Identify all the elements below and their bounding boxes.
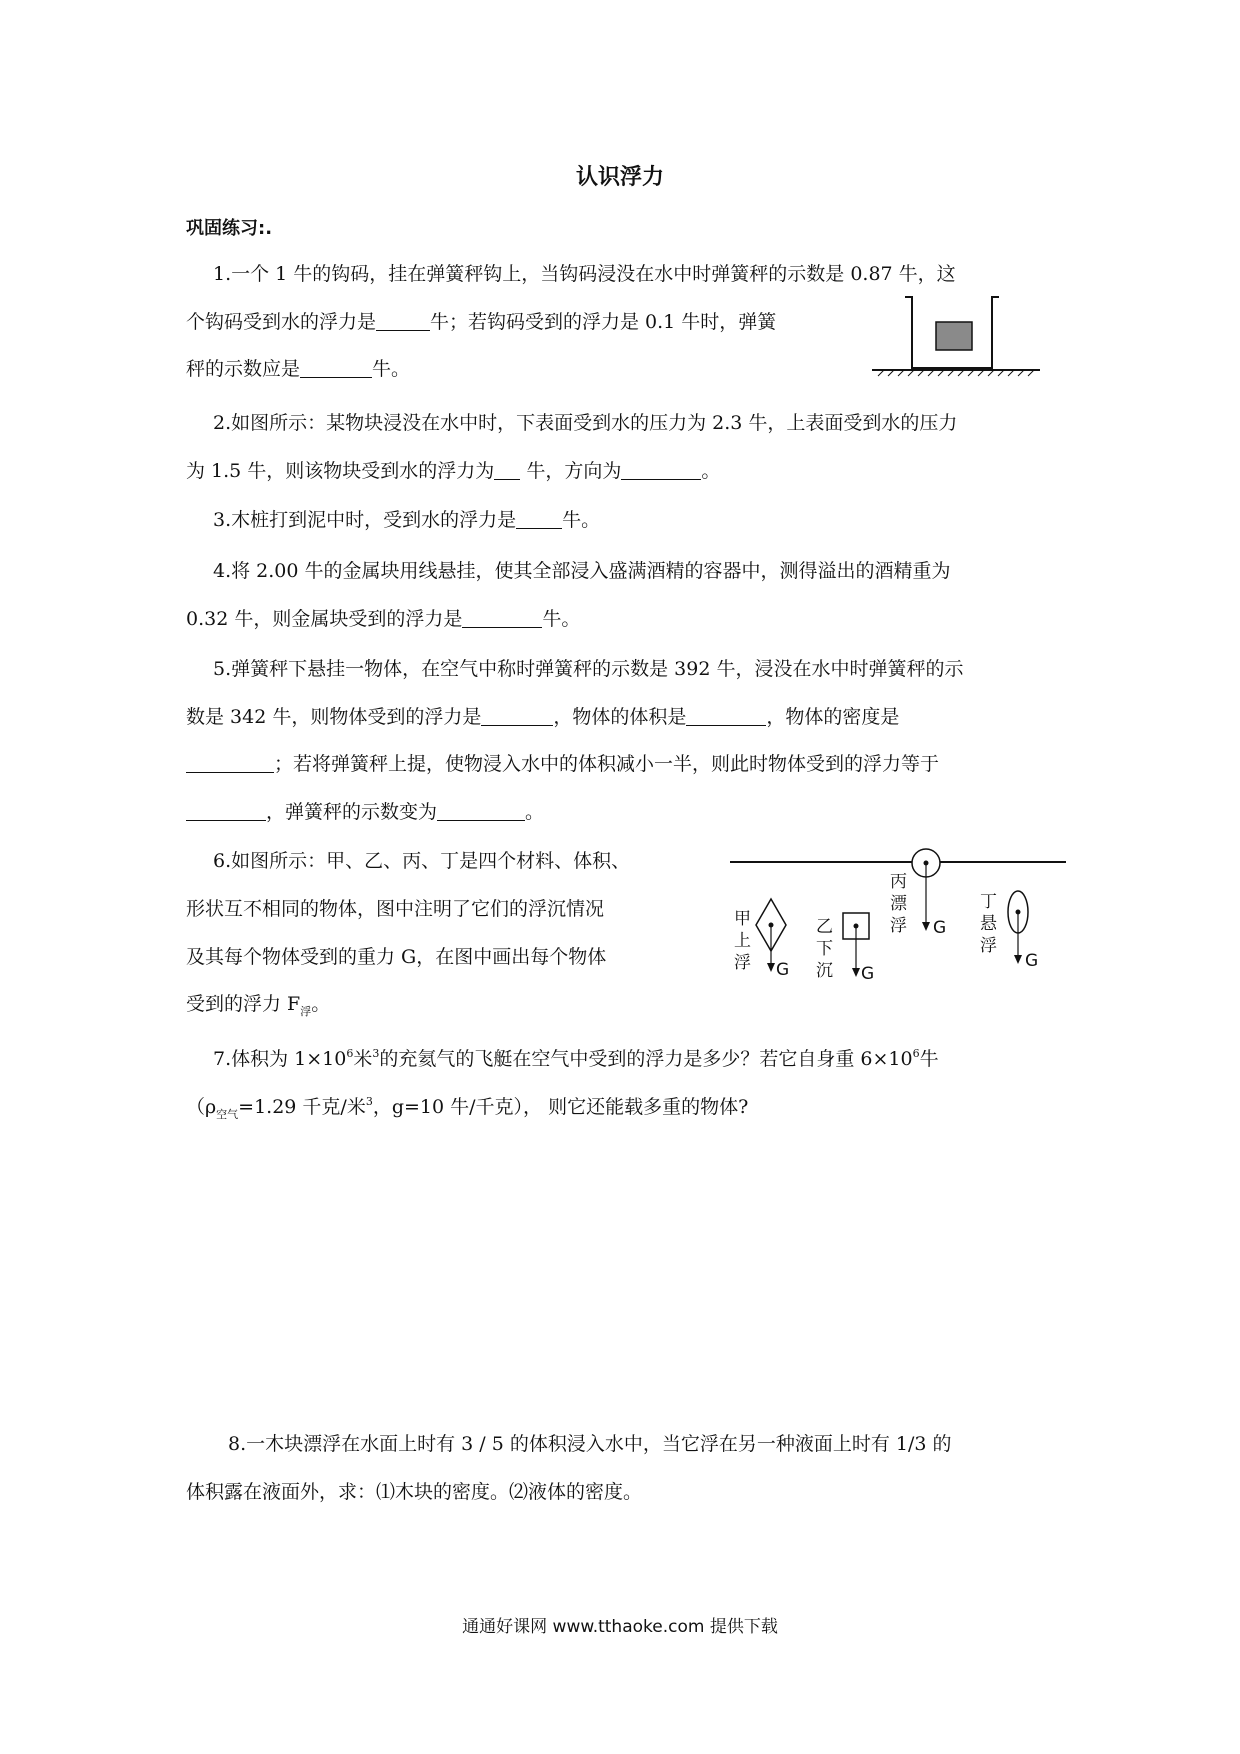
q5-text-e: ，弹簧秤的示数变为 [266, 801, 438, 823]
q8-line-1: 8.一木块漂浮在水面上时有 3 / 5 的体积浸入水中，当它浮在另一种液面上时有 1/3 的 [228, 1433, 952, 1455]
q7-text-f: =1.29 千克/米 [238, 1096, 366, 1118]
q7-sup-4: 3 [365, 1095, 373, 1108]
q5-text-d: ；若将弹簧秤上提，使物浸入水中的体积减小一半，则此时物体受到的浮力等于 [274, 753, 940, 775]
object-jia-rising [756, 899, 789, 980]
g-label-jia: G [776, 960, 790, 980]
q5-line-2 [186, 705, 899, 729]
q1-text-a: 个钩码受到水的浮力是 [186, 311, 377, 333]
label-jia-1: 甲 [734, 909, 751, 929]
q1-blank-1[interactable] [376, 312, 430, 331]
q4-line-1: 4.将 2.00 牛的金属块用线悬挂，使其全部浸入盛满酒精的容器中，测得溢出的酒精重为 [213, 560, 951, 582]
label-jia-3: 浮 [734, 953, 751, 973]
q7-sup-3: 6 [912, 1047, 920, 1060]
q7-text-c: 的充氦气的飞艇在空气中受到的浮力是多少？若它自身重 6×10 [379, 1048, 913, 1070]
g-label-bing: G [933, 918, 947, 938]
q4-text-a: 0.32 牛，则金属块受到的浮力是 [186, 608, 463, 630]
q3-text-b: 牛。 [562, 509, 601, 531]
q5-text-f: 。 [525, 801, 545, 823]
container-outline [905, 297, 999, 368]
g-label-ding: G [1025, 951, 1039, 971]
q7-text-b: 米 [353, 1048, 373, 1070]
q8-line-2: 体积露在液面外，求：⑴木块的密度。⑵液体的密度。 [186, 1481, 643, 1503]
q7-sub: 空气 [216, 1107, 239, 1121]
page-title: 认识浮力 [575, 165, 664, 190]
g-label-yi: G [861, 964, 875, 984]
q5-line-4 [186, 800, 544, 824]
q1-line-2 [186, 310, 776, 334]
q2-text-a: 为 1.5 牛，则该物块受到水的浮力为 [186, 460, 495, 482]
object-yi-sinking [843, 913, 874, 984]
q7-text-d: 牛 [919, 1048, 939, 1070]
label-bing-1: 丙 [890, 872, 907, 892]
label-ding-2: 悬 [980, 914, 997, 934]
q7-sup-2: 3 [372, 1047, 380, 1060]
q1-text-d: 牛。 [372, 358, 411, 380]
q5-text-c: ，物体的密度是 [766, 706, 900, 728]
q2-text-c: 。 [701, 460, 721, 482]
label-ding-1: 丁 [980, 892, 997, 912]
q1-line-1: 1.一个 1 牛的钩码，挂在弹簧秤钩上，当钩码浸没在水中时弹簧秤的示数是 0.87 牛，这 [213, 263, 956, 285]
label-yi-1: 乙 [816, 917, 833, 937]
q2-line-1: 2.如图所示：某物块浸没在水中时，下表面受到水的压力为 2.3 牛，上表面受到水的压力 [213, 412, 958, 434]
q4-blank[interactable] [462, 609, 542, 628]
label-ding-3: 浮 [980, 936, 997, 956]
q5-blank-1[interactable] [481, 707, 553, 726]
q1-text-c: 秤的示数应是 [186, 358, 301, 380]
q7-sup-1: 6 [346, 1047, 354, 1060]
section-heading: 巩固练习:. [186, 218, 273, 239]
q6-line-4 [186, 992, 330, 1024]
q7-line-2 [186, 1090, 748, 1127]
q7-text-a: 7.体积为 1×10 [213, 1048, 347, 1070]
label-bing-2: 漂 [890, 894, 907, 914]
q5-text-b: ，物体的体积是 [553, 706, 687, 728]
footer-credit: 通通好课网 www.tthaoke.com 提供下载 [462, 1617, 778, 1637]
object-bing-floating [912, 849, 946, 938]
q1-line-3 [186, 357, 410, 381]
q3-line [213, 508, 600, 532]
q6-text-a: 受到的浮力 F [186, 993, 301, 1015]
object-ding-suspended [1008, 891, 1038, 971]
q6-text-b: 。 [311, 993, 331, 1015]
ground-hatching [878, 370, 1034, 376]
q3-text-a: 3.木桩打到泥中时，受到水的浮力是 [213, 509, 517, 531]
q7-line-1 [213, 1042, 939, 1071]
q2-blank-1[interactable] [494, 461, 520, 480]
label-jia-2: 上 [734, 931, 751, 951]
q5-blank-5[interactable] [437, 802, 525, 821]
q5-blank-3[interactable] [186, 754, 274, 773]
label-bing-3: 浮 [890, 916, 907, 936]
label-yi-2: 下 [816, 939, 833, 959]
q7-text-e: （ρ [186, 1096, 217, 1118]
q5-line-3 [186, 752, 939, 776]
q5-line-1: 5.弹簧秤下悬挂一物体，在空气中称时弹簧秤的示数是 392 牛，浸没在水中时弹簧秤的示 [213, 658, 964, 680]
q3-blank[interactable] [516, 510, 562, 529]
q2-blank-2[interactable] [621, 461, 701, 480]
q6-line-3: 及其每个物体受到的重力 G，在图中画出每个物体 [186, 946, 607, 968]
submerged-block [936, 322, 972, 350]
q6-sub: 浮 [300, 1004, 312, 1018]
q6-line-1: 6.如图所示：甲、乙、丙、丁是四个材料、体积、 [213, 850, 631, 872]
q4-line-2 [186, 607, 580, 631]
q2-line-2 [186, 459, 720, 483]
q1-blank-2[interactable] [300, 359, 372, 378]
q5-blank-4[interactable] [186, 802, 266, 821]
q7-text-g: ，g=10 牛/千克）， 则它还能载多重的物体? [372, 1096, 749, 1118]
q2-text-b: 牛，方向为 [526, 460, 622, 482]
q5-text-a: 数是 342 牛，则物体受到的浮力是 [186, 706, 482, 728]
q6-line-2: 形状互不相同的物体，图中注明了它们的浮沉情况 [186, 898, 605, 920]
q1-text-b: 牛；若钩码受到的浮力是 0.1 牛时，弹簧 [430, 311, 777, 333]
q5-blank-2[interactable] [686, 707, 766, 726]
label-yi-3: 沉 [816, 961, 833, 981]
q4-text-b: 牛。 [542, 608, 581, 630]
